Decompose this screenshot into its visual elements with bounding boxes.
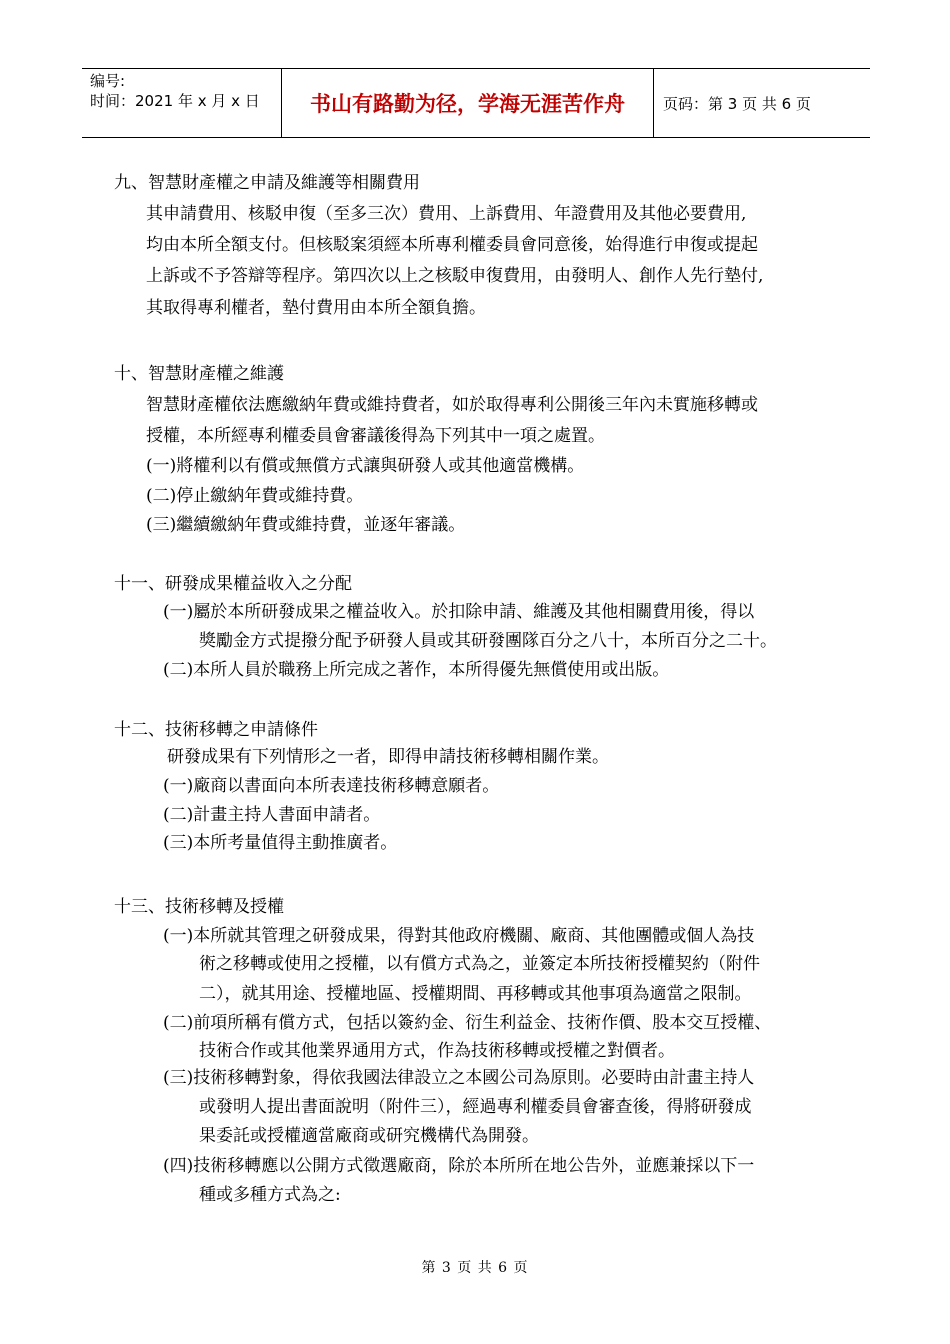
document-date: 时间：2021 年 x 月 x 日: [90, 92, 260, 110]
page-footer: 第 3 页 共 6 页: [421, 1260, 529, 1276]
list-item: (二)停止繳納年費或維持費。: [146, 486, 364, 506]
list-item: (一)屬於本所研發成果之權益收入。於扣除申請、維護及其他相關費用後，得以: [163, 602, 755, 622]
list-item-continuation: 種或多種方式為之:: [199, 1185, 341, 1205]
list-item: (一)將權利以有償或無償方式讓與研發人或其他適當機構。: [146, 456, 585, 476]
list-item: (四)技術移轉應以公開方式徵選廠商，除於本所所在地公告外，並應兼採以下一: [163, 1156, 755, 1176]
list-item: (一)本所就其管理之研發成果，得對其他政府機關、廠商、其他團體或個人為技: [163, 926, 755, 946]
section-title: 十三、技術移轉及授權: [114, 897, 284, 917]
paragraph-line: 授權，本所經專利權委員會審議後得為下列其中一項之處置。: [146, 426, 605, 446]
list-item: (二)計畫主持人書面申請者。: [163, 805, 381, 825]
header-meta: [82, 69, 282, 137]
list-item: (三)技術移轉對象，得依我國法律設立之本國公司為原則。必要時由計畫主持人: [163, 1068, 755, 1088]
paragraph-line: 智慧財產權依法應繳納年費或維持費者，如於取得專利公開後三年內未實施移轉或: [146, 395, 758, 415]
list-item-continuation: 術之移轉或使用之授權，以有償方式為之，並簽定本所技術授權契約（附件: [199, 954, 760, 974]
section-title: 九、智慧財產權之申請及維護等相關費用: [114, 173, 420, 193]
list-item: (一)廠商以書面向本所表達技術移轉意願者。: [163, 776, 500, 796]
paragraph-line: 研發成果有下列情形之一者，即得申請技術移轉相關作業。: [167, 747, 609, 767]
list-item-continuation: 二），就其用途、授權地區、授權期間、再移轉或其他事項為適當之限制。: [199, 984, 752, 1004]
paragraph-line: 其申請費用、核駁申復（至多三次）費用、上訴費用、年證費用及其他必要費用,: [146, 204, 747, 224]
section-title: 十二、技術移轉之申請條件: [114, 720, 318, 740]
document-number-label: 编号:: [90, 72, 126, 90]
paragraph-line: 上訴或不予答辯等程序。第四次以上之核駁申復費用，由發明人、創作人先行墊付,: [146, 266, 764, 286]
header-page-code: 页码：第 3 页 共 6 页: [663, 94, 811, 113]
header-motto: 书山有路勤为径，学海无涯苦作舟: [282, 69, 654, 137]
list-item: (三)本所考量值得主動推廣者。: [163, 833, 398, 853]
list-item-continuation: 技術合作或其他業界通用方式，作為技術移轉或授權之對價者。: [199, 1041, 675, 1061]
list-item: (二)前項所稱有償方式，包括以簽約金、衍生利益金、技術作價、股本交互授權、: [163, 1013, 772, 1033]
page-header: [82, 68, 870, 138]
list-item: (三)繼續繳納年費或維持費，並逐年審議。: [146, 515, 466, 535]
paragraph-line: 均由本所全額支付。但核駁案須經本所專利權委員會同意後，始得進行申復或提起: [146, 235, 758, 255]
section-title: 十、智慧財產權之維護: [114, 364, 284, 384]
list-item-continuation: 獎勵金方式提撥分配予研發人員或其研發團隊百分之八十，本所百分之二十。: [199, 631, 777, 651]
section-title: 十一、研發成果權益收入之分配: [114, 574, 352, 594]
list-item: (二)本所人員於職務上所完成之著作，本所得優先無償使用或出版。: [163, 660, 670, 680]
paragraph-line: 其取得專利權者，墊付費用由本所全額負擔。: [146, 298, 486, 318]
list-item-continuation: 或發明人提出書面說明（附件三），經過專利權委員會審查後，得將研發成: [199, 1097, 752, 1117]
list-item-continuation: 果委託或授權適當廠商或研究機構代為開發。: [199, 1126, 539, 1146]
